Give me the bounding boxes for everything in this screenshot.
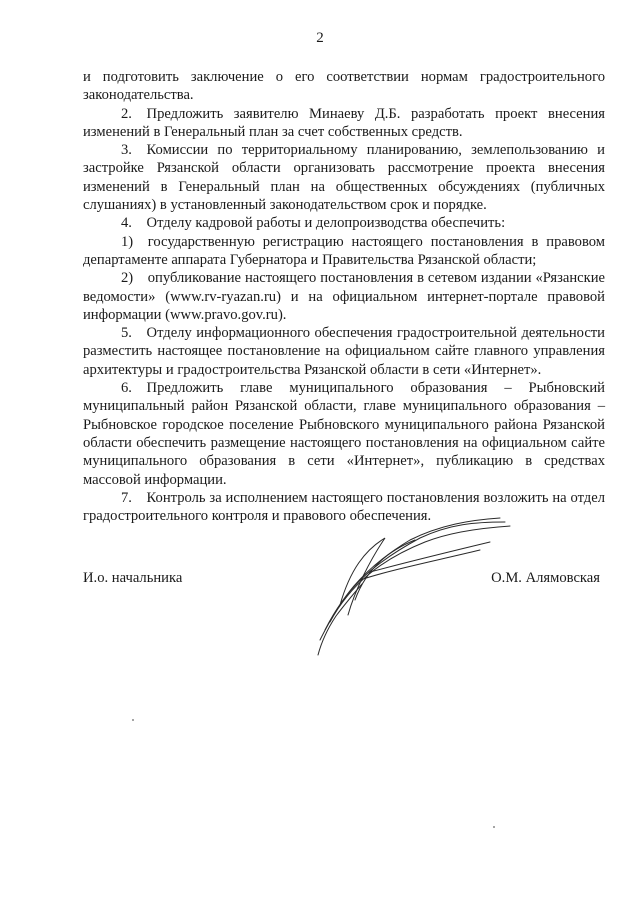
paragraph-subitem-1: 1) государственную регистрацию настоящего постановления в правовом департаменте аппарата Губернатора и Правительства Рязанской области; [83, 233, 605, 268]
paragraph-item-5: 5. Отделу информационного обеспечения градостроительной деятельности разместить настоящее постановление на официальном сайте главного управления архитектуры и градостроительства Рязанской области в сети «Интернет». [83, 325, 605, 378]
paragraph-item-6: 6. Предложить главе муниципального образования – Рыбновский муниципальный район Рязанской области, главе муниципального образования – Рыбновское городское поселение Рыбновского муниципального района Рязанской области обеспечить размещение настоящего постановления на официальном сайте муниципального образования в сети «Интернет», публикацию в средствах массовой информации. [83, 380, 605, 488]
handwritten-signature [300, 510, 520, 660]
page-number: 2 [316, 30, 324, 46]
paragraph-item-7: 7. Контроль за исполнением настоящего постановления возложить на отдел градостроительного контроля и правового обеспечения. [83, 489, 605, 525]
paragraph-continuation: и подготовить заключение о его соответствии нормам градостроительного законодательства. [83, 69, 605, 104]
signatory-name: О.М. Алямовская [491, 570, 600, 586]
scan-speck [132, 719, 134, 721]
scan-speck [493, 826, 495, 828]
paragraph-item-3: 3. Комиссии по территориальному планированию, землепользованию и застройке Рязанской области организовать рассмотрение проекта внесения изменений в Генеральный план на общественных обсуждениях (публичных слушаниях) в установленный законодательством срок и порядке. [83, 142, 605, 214]
paragraph-item-2: 2. Предложить заявителю Минаеву Д.Б. разработать проект внесения изменений в Генеральный план за счет собственных средств. [83, 105, 605, 140]
paragraph-subitem-2: 2) опубликование настоящего постановления в сетевом издании «Рязанские ведомости» (www.rv-ryazan.ru) и на официальном интернет-портале правовой информации (www.pravo.gov.ru). [83, 270, 605, 323]
signatory-role: И.о. начальника [83, 570, 183, 586]
document-body [83, 68, 605, 525]
paragraph-item-4: 4. Отделу кадровой работы и делопроизводства обеспечить: [121, 215, 506, 232]
